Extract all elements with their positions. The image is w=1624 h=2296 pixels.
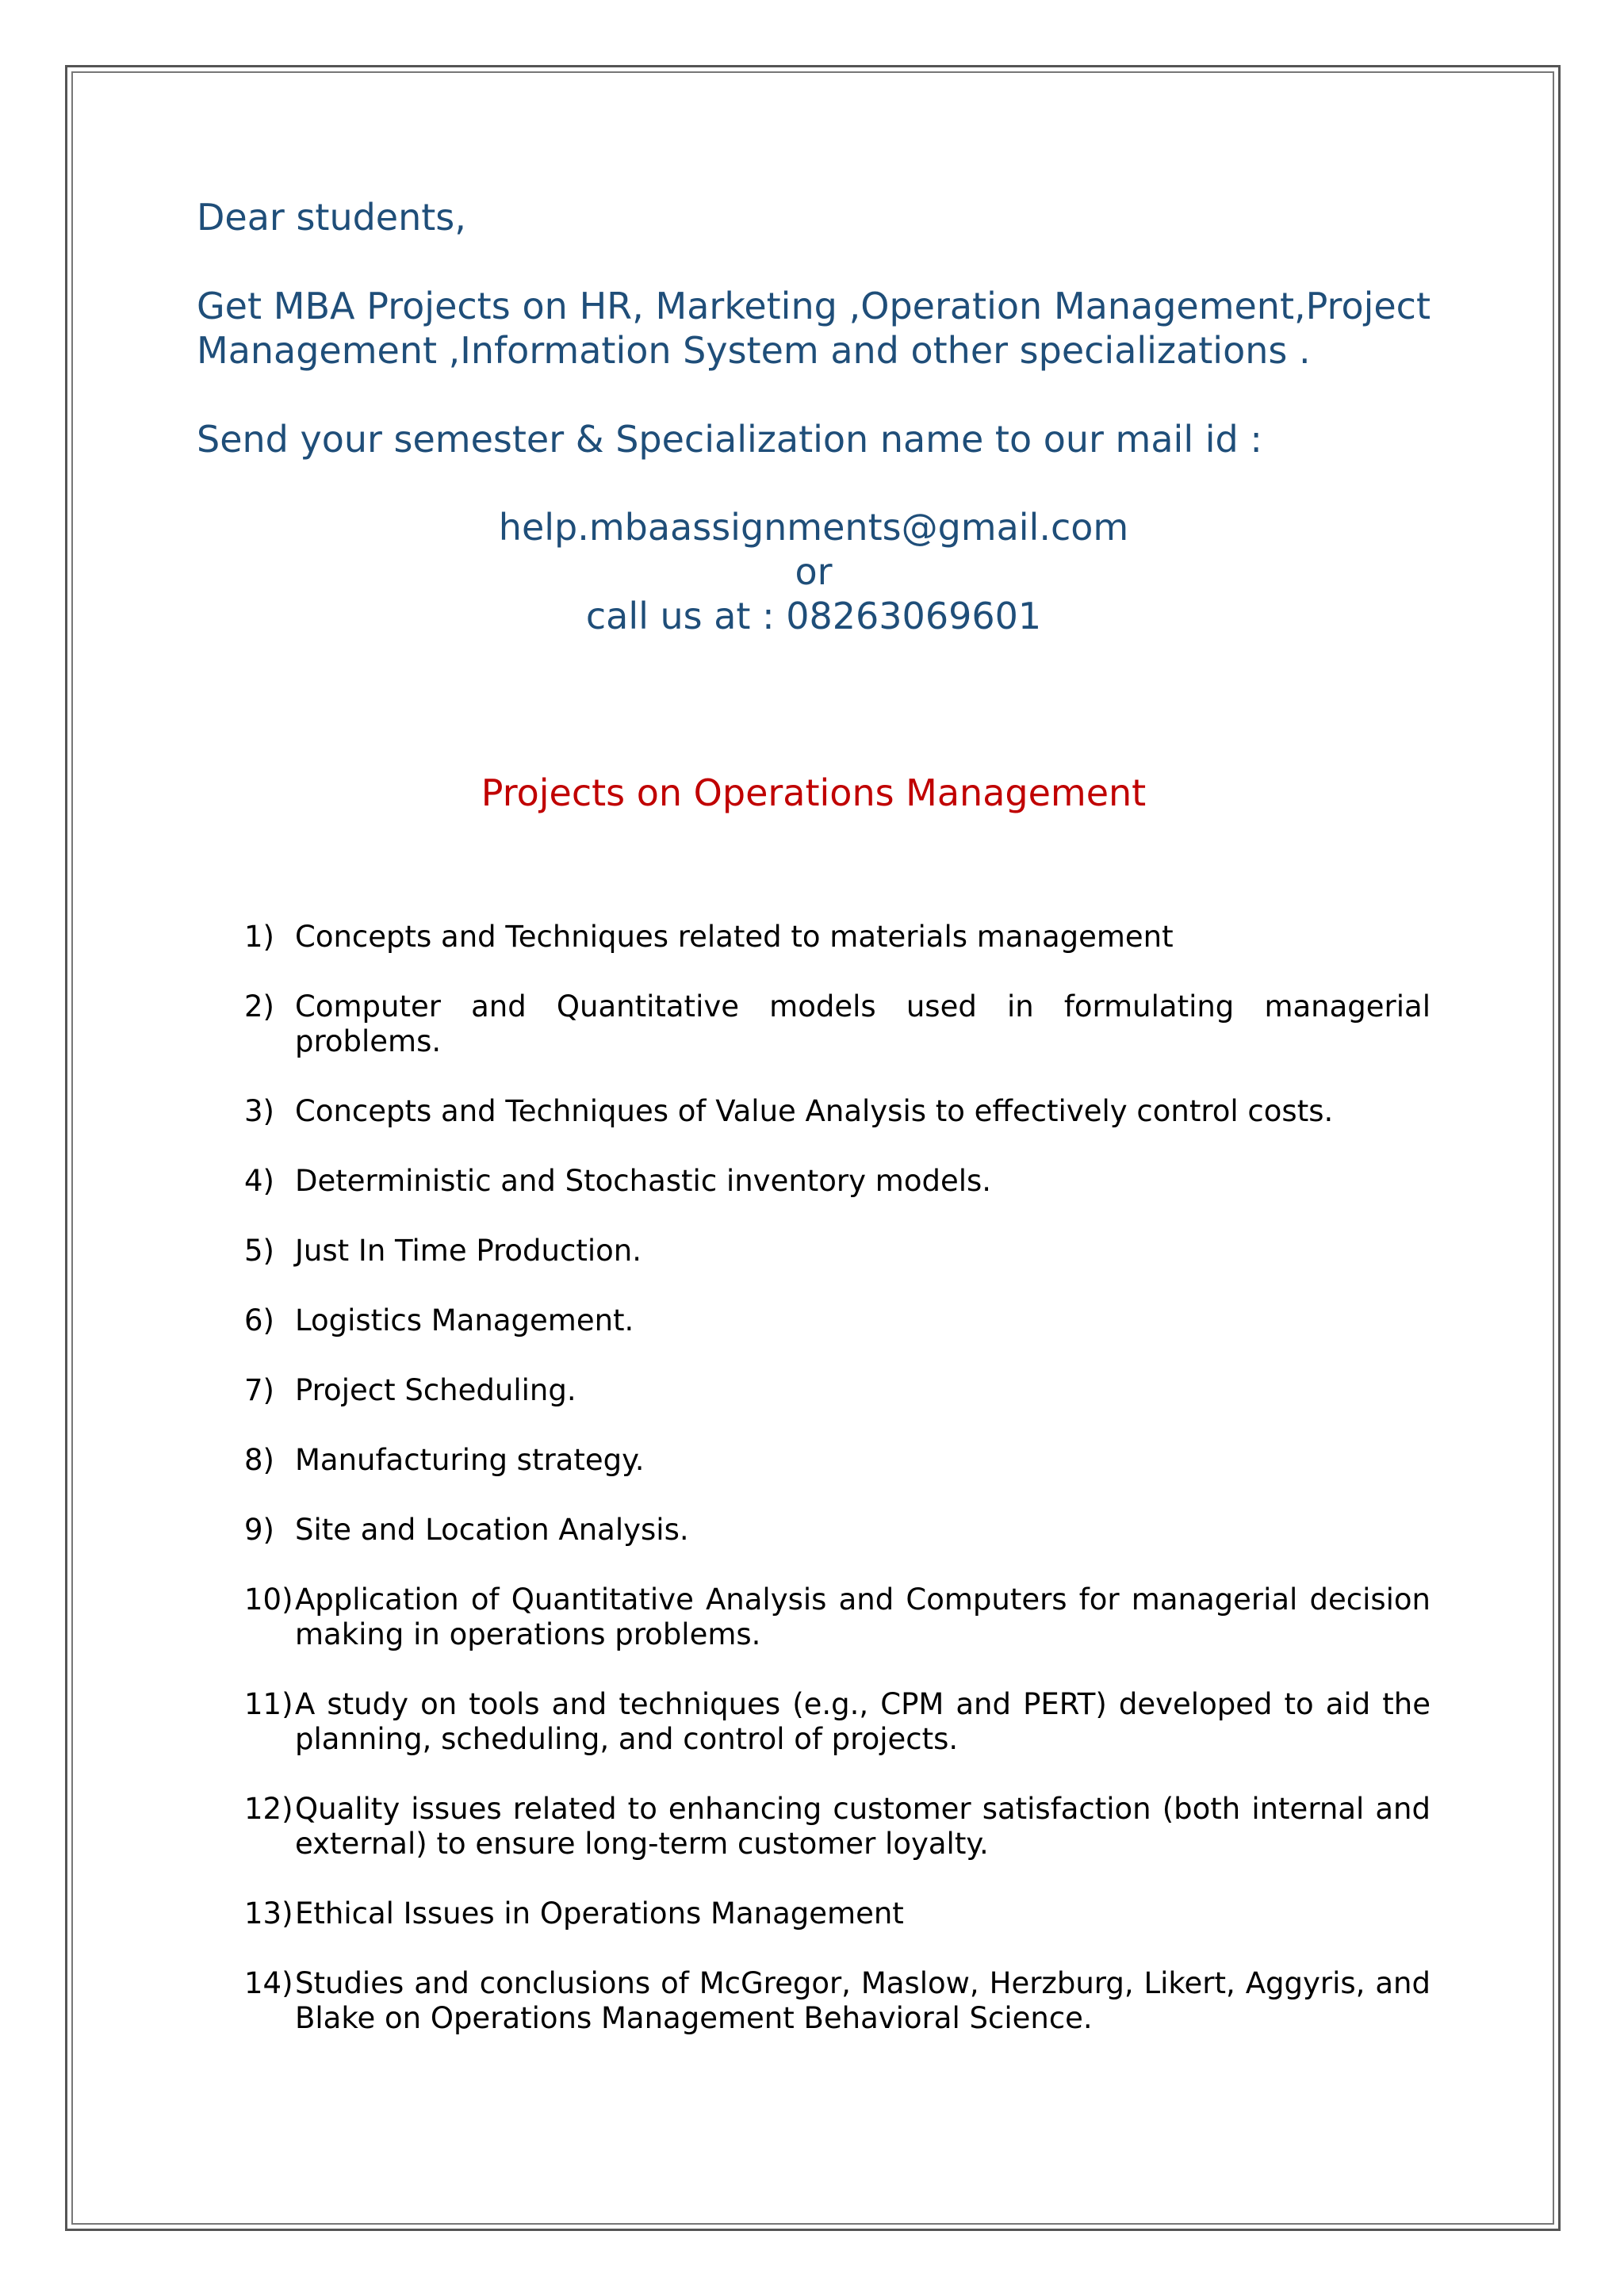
list-item-number: 11) xyxy=(244,1687,293,1721)
list-item xyxy=(244,1582,1431,1652)
list-item-number: 10) xyxy=(244,1582,293,1617)
list-item-number: 4) xyxy=(244,1164,274,1198)
list-item xyxy=(244,1687,1431,1757)
list-item-number: 7) xyxy=(244,1373,274,1407)
list-item-text: A study on tools and techniques (e.g., CPM and PERT) developed to aid the planning, scheduling, and control of projects. xyxy=(295,1687,1431,1756)
section-title: Projects on Operations Management xyxy=(481,771,1147,814)
list-item-number: 9) xyxy=(244,1513,274,1547)
list-item-text: Concepts and Techniques of Value Analysis to effectively control costs. xyxy=(295,1094,1334,1128)
list-item-number: 1) xyxy=(244,920,274,954)
list-item xyxy=(244,1164,1431,1199)
list-item-number: 8) xyxy=(244,1443,274,1477)
list-item-number: 6) xyxy=(244,1303,274,1337)
offer-paragraph: Get MBA Projects on HR, Marketing ,Operation Management,Project Management ,Information System and other specializations . xyxy=(197,285,1431,372)
list-item xyxy=(244,989,1431,1059)
list-item-text: Site and Location Analysis. xyxy=(295,1513,689,1547)
list-item-number: 3) xyxy=(244,1094,274,1128)
list-item-text: Ethical Issues in Operations Management xyxy=(295,1896,904,1931)
list-item-number: 2) xyxy=(244,989,274,1024)
list-item xyxy=(244,1303,1431,1338)
list-item-text: Quality issues related to enhancing customer satisfaction (both internal and external) to ensure long-term customer loyalty. xyxy=(295,1792,1431,1861)
list-item-text: Application of Quantitative Analysis and Computers for managerial decision making in operations problems. xyxy=(295,1582,1431,1651)
list-item-text: Just In Time Production. xyxy=(295,1234,642,1268)
list-item xyxy=(244,1966,1431,2036)
list-item-number: 13) xyxy=(244,1896,293,1931)
phone-number: call us at : 08263069601 xyxy=(585,595,1042,637)
list-item-text: Concepts and Techniques related to materials management xyxy=(295,920,1174,954)
list-item xyxy=(244,1896,1431,1931)
list-item xyxy=(244,920,1431,955)
list-item xyxy=(244,1373,1431,1408)
list-item-text: Deterministic and Stochastic inventory models. xyxy=(295,1164,992,1198)
greeting: Dear students, xyxy=(197,196,466,239)
list-item-number: 12) xyxy=(244,1792,293,1826)
list-item xyxy=(244,1792,1431,1862)
list-item-text: Logistics Management. xyxy=(295,1303,634,1337)
instruction-text: Send your semester & Specialization name to our mail id : xyxy=(197,418,1262,461)
or-text: or xyxy=(795,550,833,593)
email-address[interactable]: help.mbaassignments@gmail.com xyxy=(498,506,1129,549)
contact-block xyxy=(197,505,1431,638)
list-item-number: 5) xyxy=(244,1234,274,1268)
list-item xyxy=(244,1234,1431,1269)
list-item xyxy=(244,1443,1431,1478)
list-item-text: Computer and Quantitative models used in formulating managerial problems. xyxy=(295,989,1431,1058)
project-list xyxy=(244,920,1431,2071)
list-item xyxy=(244,1513,1431,1548)
list-item-text: Project Scheduling. xyxy=(295,1373,576,1407)
list-item-number: 14) xyxy=(244,1966,293,2000)
list-item-text: Studies and conclusions of McGregor, Maslow, Herzburg, Likert, Aggyris, and Blake on Operations Management Behavioral Science. xyxy=(295,1966,1431,2035)
list-item-text: Manufacturing strategy. xyxy=(295,1443,645,1477)
list-item xyxy=(244,1094,1431,1129)
